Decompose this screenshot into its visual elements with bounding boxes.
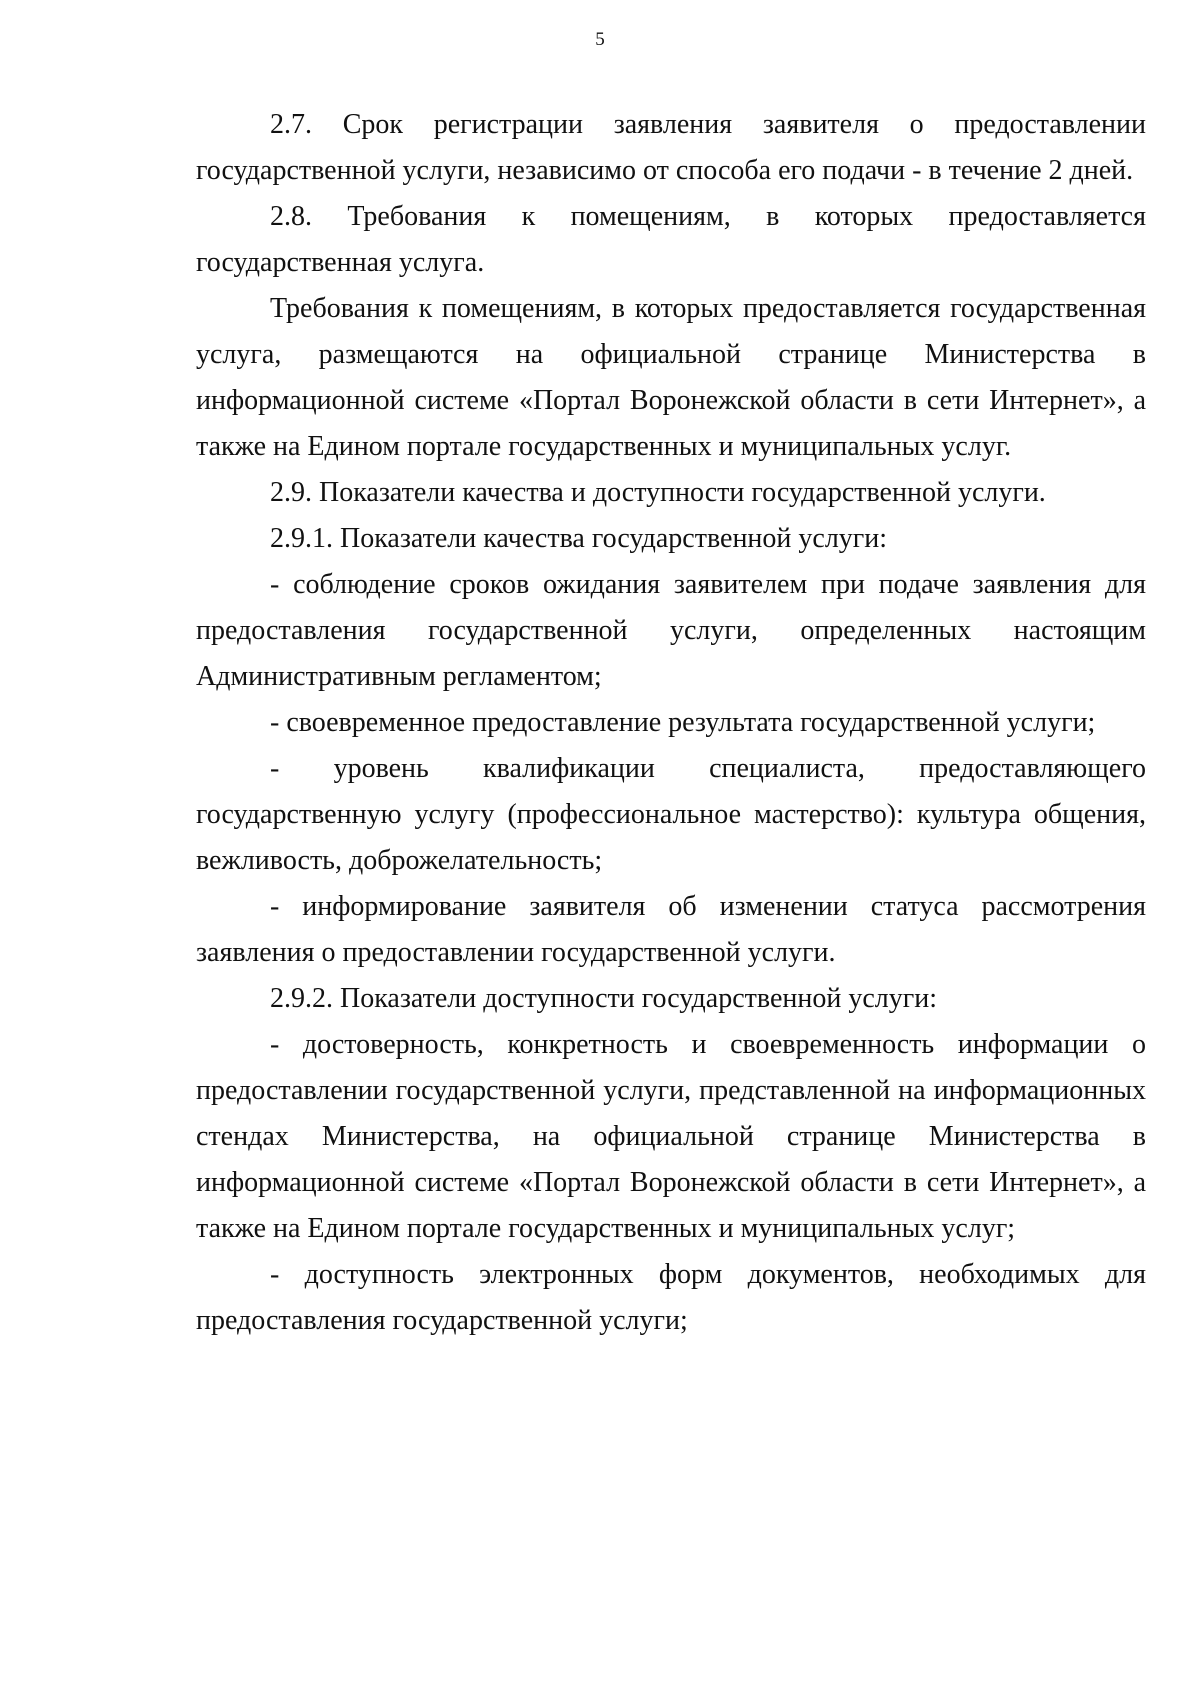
list-item-qualification: - уровень квалификации специалиста, предоставляющего государственную услугу (профессиональное мастерство): культура общения, вежливость, доброжелательность;: [196, 753, 1146, 876]
paragraph-2-9-1: 2.9.1. Показатели качества государственной услуги:: [270, 523, 888, 554]
page-number: 5: [595, 29, 605, 50]
document-body: [196, 102, 1146, 1344]
list-item-timely-result: - своевременное предоставление результата государственной услуги;: [270, 707, 1096, 738]
paragraph-2-7: 2.7. Срок регистрации заявления заявителя о предоставлении государственной услуги, независимо от способа его подачи - в течение 2 дней.: [196, 109, 1146, 186]
list-item-information-accuracy: - достоверность, конкретность и своевременность информации о предоставлении государственной услуги, представленной на информационных стендах Министерства, на официальной странице Министерства в информационной системе «Портал Воронежской области в сети Интернет», а также на Едином портале государственных и муниципальных услуг;: [196, 1029, 1146, 1244]
list-item-status-informing: - информирование заявителя об изменении статуса рассмотрения заявления о предоставлении государственной услуги.: [196, 891, 1146, 968]
paragraph-2-9: 2.9. Показатели качества и доступности государственной услуги.: [270, 477, 1046, 508]
paragraph-premises-requirements: Требования к помещениям, в которых предоставляется государственная услуга, размещаются на официальной странице Министерства в информационной системе «Портал Воронежской области в сети Интернет», а также на Едином портале государственных и муниципальных услуг.: [196, 293, 1146, 462]
paragraph-2-9-2: 2.9.2. Показатели доступности государственной услуги:: [270, 983, 937, 1014]
paragraph-2-8: 2.8. Требования к помещениям, в которых предоставляется государственная услуга.: [196, 201, 1146, 278]
list-item-deadlines: - соблюдение сроков ожидания заявителем при подаче заявления для предоставления государственной услуги, определенных настоящим Административным регламентом;: [196, 569, 1146, 692]
list-item-electronic-forms: - доступность электронных форм документов, необходимых для предоставления государственной услуги;: [196, 1259, 1146, 1336]
